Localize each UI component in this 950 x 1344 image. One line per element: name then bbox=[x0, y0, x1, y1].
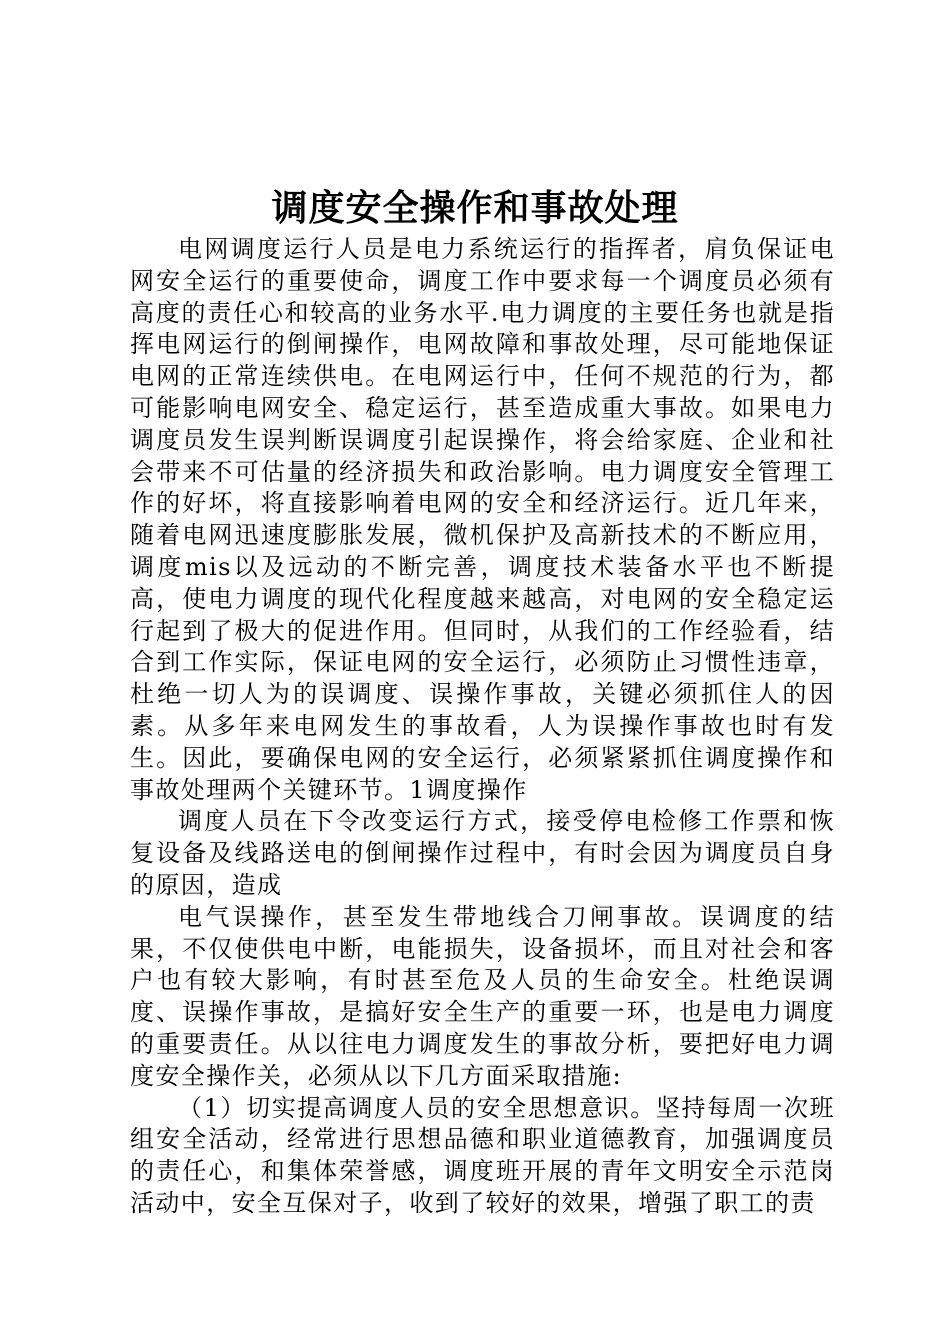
body-paragraph-1: 电网调度运行人员是电力系统运行的指挥者，肩负保证电网安全运行的重要使命，调度工作中要求每一个调度员必须有高度的责任心和较高的业务水平.电力调度的主要任务也就是指挥电网运行的倒闸操作，电网故障和事故处理，尽可能地保证电网的正常连续供电。在电网运行中，任何不规范的行为，都可能影响电网安全、稳定运行，甚至造成重大事故。如果电力调度员发生误判断误调度引起误操作，将会给家庭、企业和社会带来不可估量的经济损失和政治影响。电力调度安全管理工作的好坏，将直接影响着电网的安全和经济运行。近几年来，随着电网迅速度膨胀发展，微机保护及高新技术的不断应用，调度mis以及远动的不断完善，调度技术装备水平也不断提高，使电力调度的现代化程度越来越高，对电网的安全稳定运行起到了极大的促进作用。但同时，从我们的工作经验看，结合到工作实际，保证电网的安全运行，必须防止习惯性违章，杜绝一切人为的误调度、误操作事故，关键必须抓住人的因素。从多年来电网发生的事故看，人为误操作事故也时有发生。因此，要确保电网的安全运行，必须紧紧抓住调度操作和事故处理两个关键环节。1调度操作 bbox=[130, 235, 835, 804]
body-paragraph-4: （1）切实提高调度人员的安全思想意识。坚持每周一次班组安全活动，经常进行思想品德和职业道德教育，加强调度员的责任心，和集体荣誉感，调度班开展的青年文明安全示范岗活动中，安全互保对子，收到了较好的效果，增强了职工的责 bbox=[130, 1093, 835, 1217]
body-paragraph-3: 电气误操作，甚至发生带地线合刀闸事故。误调度的结果，不仅使供电中断，电能损失，设备损坏，而且对社会和客户也有较大影响，有时甚至危及人员的生命安全。杜绝误调度、误操作事故，是搞好安全生产的重要一环，也是电力调度的重要责任。从以往电力调度发生的事故分析，要把好电力调度安全操作关，必须从以下几方面采取措施: bbox=[130, 902, 835, 1090]
body-paragraph-2: 调度人员在下令改变运行方式，接受停电检修工作票和恢复设备及线路送电的倒闸操作过程中，有时会因为调度员自身的原因，造成 bbox=[130, 807, 835, 899]
document-body bbox=[130, 234, 835, 1220]
document-title: 调度安全操作和事故处理 bbox=[271, 188, 679, 229]
